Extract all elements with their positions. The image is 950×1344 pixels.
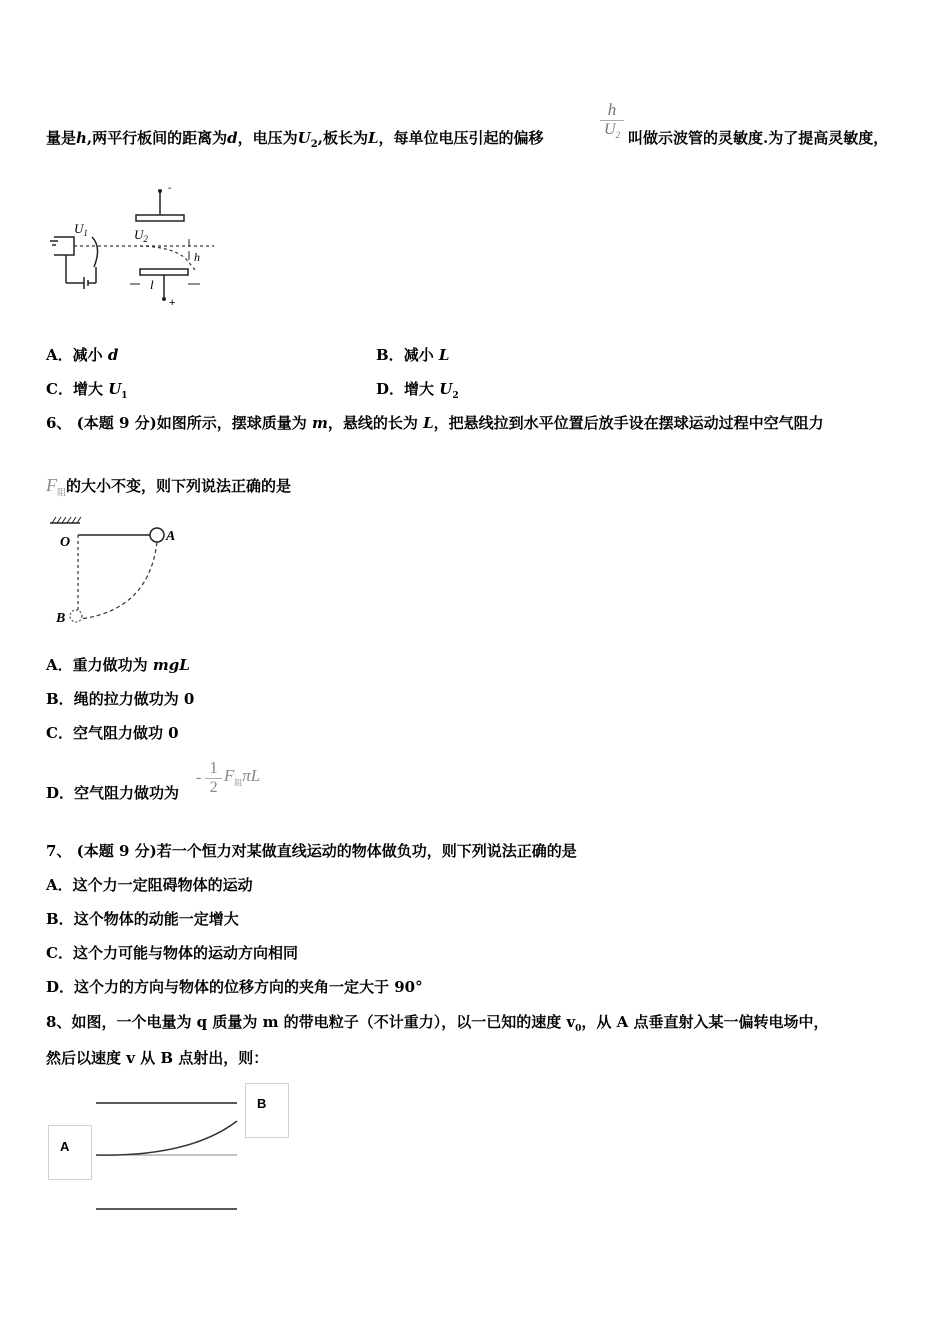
q8-particle-path (96, 1121, 237, 1155)
q5-sensitivity-fraction: $\frac{h}{U_2}$ (600, 100, 624, 140)
q5-option-a[interactable]: A．减小 d (46, 346, 119, 364)
q6-label-a: A (166, 529, 176, 544)
q8-label-a: A (60, 1139, 70, 1154)
q7-option-b[interactable]: B．这个物体的动能一定增大 (46, 910, 239, 928)
q5-label-l: l (150, 277, 154, 292)
q5-top-plate (136, 215, 184, 221)
q5-label-u2: $U_2$ (134, 227, 148, 244)
q5-cathode-shape (54, 237, 74, 255)
q5-terminal-bottom (162, 297, 166, 301)
q6-stem-line1: 6、 (本题 9 分)如图所示，摆球质量为 m，悬线的长为 L，把悬线拉到水平位置后放手设在摆球运动过程中空气阻力 (46, 414, 824, 432)
q5-option-d[interactable]: D．增大 $U_2$ (376, 380, 459, 401)
q5-oscilloscope-figure (44, 185, 224, 310)
q6-option-d[interactable]: D．空气阻力做功为 (46, 784, 180, 802)
q6-ball-a (150, 528, 164, 542)
q7-option-d[interactable]: D．这个力的方向与物体的位移方向的夹角一定大于 90° (46, 978, 423, 996)
q6-option-d-formula: - $\frac{1}{2}$ $F_阻\pi L$ (196, 758, 261, 796)
q5-label-plus: + (169, 297, 176, 309)
q5-intro-line: 量是h,两平行板间的距离为d，电压为$U_2$,板长为L，每单位电压引起的偏移 (46, 129, 544, 150)
q6-stem-line2: $F_阻$的大小不变，则下列说法正确的是 (46, 475, 292, 498)
q5-anode-arc (92, 237, 98, 267)
q8-field-figure (90, 1095, 250, 1220)
q6-pendulum-figure (44, 515, 194, 630)
q6-option-b[interactable]: B．绳的拉力做功为 0 (46, 690, 195, 708)
q5-intro-line-end: 叫做示波管的灵敏度.为了提高灵敏度， (628, 129, 889, 147)
q5-deflected-beam (140, 246, 196, 271)
q8-label-a-box (48, 1125, 92, 1180)
q6-option-a[interactable]: A．重力做功为 mgL (46, 656, 190, 674)
q6-label-b: B (56, 611, 66, 626)
q8-label-b-box (245, 1083, 289, 1138)
q7-option-a[interactable]: A．这个力一定阻碍物体的运动 (46, 876, 253, 894)
q6-f-resist-symbol: $F_阻$ (46, 475, 67, 498)
q8-stem-line1: 8、如图，一个电量为 q 质量为 m 的带电粒子（不计重力），以一已知的速度 $v_0$，从 A 点垂直射入某一偏转电场中， (46, 1013, 829, 1034)
q8-label-b: B (257, 1096, 267, 1111)
q6-ball-b (70, 610, 82, 622)
q5-label-minus: - (168, 183, 172, 194)
q5-label-h: h (194, 250, 200, 264)
q7-option-c[interactable]: C．这个力可能与物体的运动方向相同 (46, 944, 298, 962)
q5-option-b[interactable]: B．减小 L (376, 346, 450, 364)
q6-swing-path (80, 542, 157, 619)
q8-stem-line2: 然后以速度 v 从 B 点射出，则： (46, 1049, 269, 1067)
q5-bottom-plate (140, 269, 188, 275)
q6-label-o: O (60, 535, 71, 550)
q7-stem: 7、 (本题 9 分)若一个恒力对某做直线运动的物体做负功，则下列说法正确的是 (46, 842, 577, 860)
q5-label-u1: $U_1$ (74, 221, 88, 238)
q5-option-c[interactable]: C．增大 $U_1$ (46, 380, 128, 401)
q5-terminal-top (158, 189, 162, 193)
q6-option-c[interactable]: C．空气阻力做功 0 (46, 724, 179, 742)
